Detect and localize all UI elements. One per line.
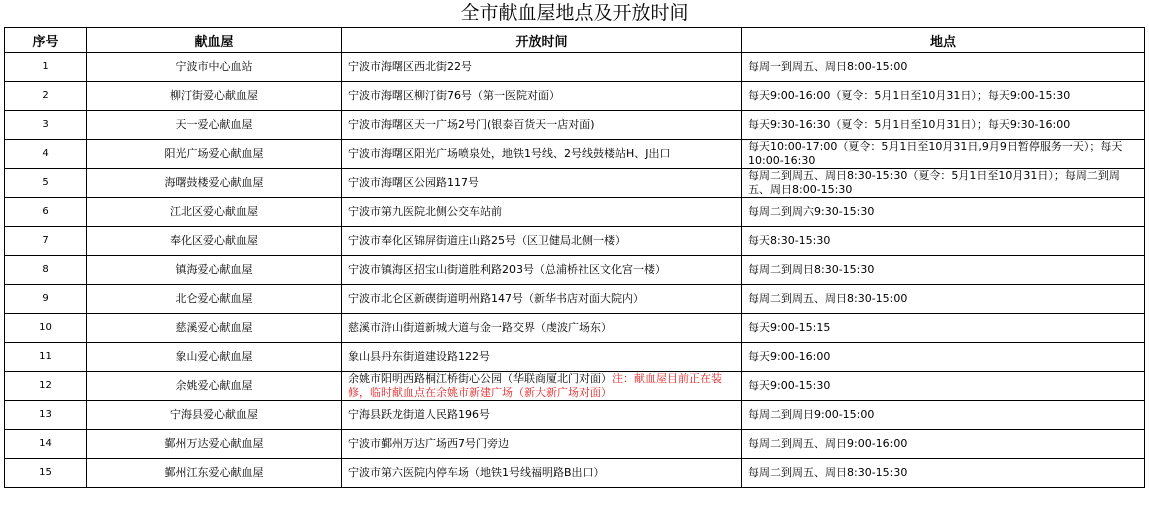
station-address: 宁波市奉化区锦屏街道庄山路25号（区卫健局北侧一楼）	[348, 234, 626, 247]
station-address: 宁波市海曙区西北街22号	[348, 60, 472, 73]
station-address: 宁波市海曙区天一广场2号门(银泰百货天一店对面)	[348, 118, 595, 131]
station-address-cell	[342, 430, 742, 459]
station-address-cell	[342, 82, 742, 111]
opening-hours: 每天10:00-17:00（夏令：5月1日至10月31日,9月9日暂停服务一天）；每天10:00-16:30	[742, 140, 1145, 169]
row-number: 2	[5, 82, 87, 111]
station-address-cell	[342, 140, 742, 169]
row-number: 9	[5, 285, 87, 314]
station-address-cell	[342, 169, 742, 198]
station-address-cell	[342, 372, 742, 401]
row-number: 15	[5, 459, 87, 488]
table-row	[5, 140, 1145, 169]
table-row	[5, 430, 1145, 459]
opening-hours: 每天8:30-15:30	[742, 227, 1145, 256]
column-header-location: 地点	[742, 28, 1145, 53]
station-address-cell	[342, 53, 742, 82]
station-address-cell	[342, 227, 742, 256]
station-address-cell	[342, 256, 742, 285]
row-number: 1	[5, 53, 87, 82]
station-address: 象山县丹东街道建设路122号	[348, 350, 490, 363]
column-header-no: 序号	[5, 28, 87, 53]
column-header-name: 献血屋	[87, 28, 342, 53]
station-name: 海曙鼓楼爱心献血屋	[87, 169, 342, 198]
table-row	[5, 401, 1145, 430]
station-address-cell	[342, 285, 742, 314]
table-row	[5, 343, 1145, 372]
row-number: 11	[5, 343, 87, 372]
column-header-open-time: 开放时间	[342, 28, 742, 53]
opening-hours: 每周二到周五、周日8:30-15:30	[742, 459, 1145, 488]
row-number: 5	[5, 169, 87, 198]
row-number: 10	[5, 314, 87, 343]
opening-hours: 每天9:00-15:15	[742, 314, 1145, 343]
station-address-cell	[342, 459, 742, 488]
opening-hours: 每周二到周五、周日8:30-15:00	[742, 285, 1145, 314]
station-address: 宁波市第六医院内停车场（地铁1号线福明路B出口）	[348, 466, 605, 479]
opening-hours: 每天9:00-16:00	[742, 343, 1145, 372]
table-header-row	[5, 28, 1145, 53]
station-address-cell	[342, 111, 742, 140]
table-row	[5, 285, 1145, 314]
station-name: 宁海县爱心献血屋	[87, 401, 342, 430]
table-row	[5, 111, 1145, 140]
table-row	[5, 198, 1145, 227]
station-name: 鄞州江东爱心献血屋	[87, 459, 342, 488]
station-name: 鄞州万达爱心献血屋	[87, 430, 342, 459]
station-address: 宁波市第九医院北侧公交车站前	[348, 205, 502, 218]
row-number: 6	[5, 198, 87, 227]
station-name: 北仑爱心献血屋	[87, 285, 342, 314]
station-address: 宁波市镇海区招宝山街道胜利路203号（总浦桥社区文化宫一楼）	[348, 263, 666, 276]
opening-hours: 每周二到周五、周日8:30-15:30（夏令：5月1日至10月31日）；每周二到周五、周日8:00-15:30	[742, 169, 1145, 198]
opening-hours: 每周二到周日8:30-15:30	[742, 256, 1145, 285]
station-name: 慈溪爱心献血屋	[87, 314, 342, 343]
station-name: 镇海爱心献血屋	[87, 256, 342, 285]
table-row	[5, 314, 1145, 343]
table-row	[5, 169, 1145, 198]
table-row	[5, 256, 1145, 285]
row-number: 4	[5, 140, 87, 169]
opening-hours: 每周二到周日9:00-15:00	[742, 401, 1145, 430]
station-address: 宁波市海曙区柳汀街76号（第一医院对面）	[348, 89, 560, 102]
blood-donation-table	[4, 27, 1145, 488]
station-address: 宁波市海曙区阳光广场喷泉处，地铁1号线、2号线鼓楼站H、J出口	[348, 147, 671, 160]
station-address: 宁海县跃龙街道人民路196号	[348, 408, 490, 421]
opening-hours: 每周二到周五、周日9:00-16:00	[742, 430, 1145, 459]
page-title: 全市献血屋地点及开放时间	[460, 2, 689, 24]
opening-hours: 每天9:00-15:30	[742, 372, 1145, 401]
station-address-cell	[342, 198, 742, 227]
station-address: 余姚市阳明西路桐江桥街心公园（华联商厦北门对面）	[348, 372, 612, 385]
row-number: 12	[5, 372, 87, 401]
opening-hours: 每周二到周六9:30-15:30	[742, 198, 1145, 227]
row-number: 13	[5, 401, 87, 430]
station-address: 宁波市海曙区公园路117号	[348, 176, 479, 189]
table-row	[5, 53, 1145, 82]
station-address: 宁波市鄞州万达广场西7号门旁边	[348, 437, 509, 450]
station-name: 余姚爱心献血屋	[87, 372, 342, 401]
table-row	[5, 227, 1145, 256]
row-number: 3	[5, 111, 87, 140]
station-name: 奉化区爱心献血屋	[87, 227, 342, 256]
station-address-cell	[342, 343, 742, 372]
table-row	[5, 372, 1145, 401]
opening-hours: 每天9:30-16:30（夏令：5月1日至10月31日）；每天9:30-16:00	[742, 111, 1145, 140]
station-name: 江北区爱心献血屋	[87, 198, 342, 227]
row-number: 8	[5, 256, 87, 285]
table-row	[5, 459, 1145, 488]
station-name: 天一爱心献血屋	[87, 111, 342, 140]
station-name: 柳汀街爱心献血屋	[87, 82, 342, 111]
station-address: 慈溪市浒山街道新城大道与金一路交界（虔波广场东）	[348, 321, 612, 334]
station-address-cell	[342, 314, 742, 343]
table-row	[5, 82, 1145, 111]
station-name: 象山爱心献血屋	[87, 343, 342, 372]
station-address: 宁波市北仑区新碶街道明州路147号（新华书店对面大院内）	[348, 292, 644, 305]
station-address-cell	[342, 401, 742, 430]
station-name: 阳光广场爱心献血屋	[87, 140, 342, 169]
row-number: 7	[5, 227, 87, 256]
row-number: 14	[5, 430, 87, 459]
station-name: 宁波市中心血站	[87, 53, 342, 82]
opening-hours: 每天9:00-16:00（夏令：5月1日至10月31日）；每天9:00-15:30	[742, 82, 1145, 111]
opening-hours: 每周一到周五、周日8:00-15:00	[742, 53, 1145, 82]
renovation-notice: 注：献血屋目前正在装修，临时献血点在余姚市新建广场（新大新广场对面）	[348, 372, 722, 399]
